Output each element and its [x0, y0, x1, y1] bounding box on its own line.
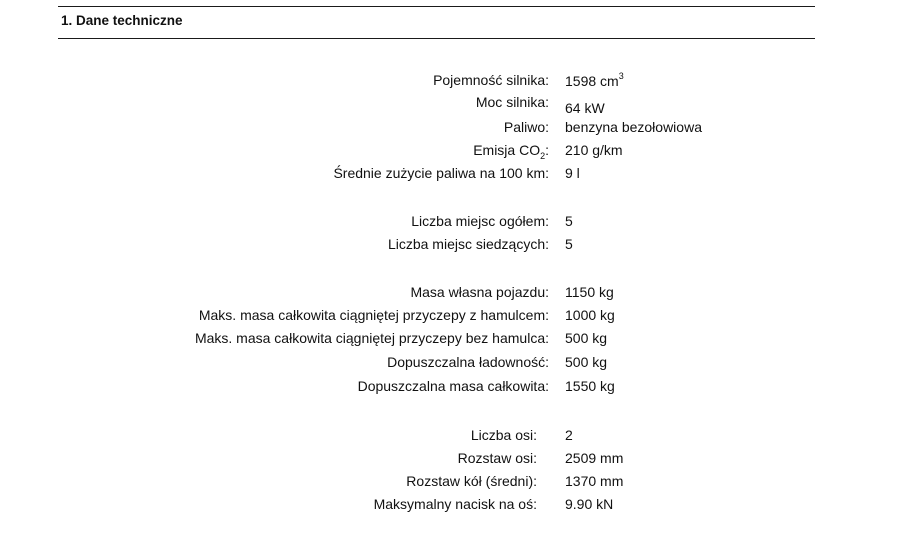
header-bottom-rule	[58, 38, 815, 39]
spec-label: Średnie zużycie paliwa na 100 km:	[333, 165, 549, 181]
spec-label: Dopuszczalna masa całkowita:	[357, 378, 549, 394]
spec-row-trailer-braked	[0, 304, 907, 326]
spec-row-max-axle-load	[0, 493, 907, 515]
spec-label: Liczba osi:	[470, 427, 537, 443]
spec-value: 1550 kg	[565, 378, 615, 394]
spec-row-trailer-unbraked	[0, 327, 907, 349]
spec-label: Maks. masa całkowita ciągniętej przyczepy z hamulcem:	[198, 307, 549, 323]
spec-label: Rozstaw osi:	[457, 450, 537, 466]
spec-value: 1598 $cm^3$	[565, 71, 624, 89]
spec-row-payload	[0, 351, 907, 373]
spec-value: 2	[565, 427, 573, 443]
spec-label: Masa własna pojazdu:	[410, 284, 549, 300]
spec-row-axles	[0, 424, 907, 446]
spec-row-engine-capacity	[0, 69, 907, 91]
section-title: 1. Dane techniczne	[61, 13, 183, 28]
spec-value: 5	[565, 213, 573, 229]
spec-row-fuel	[0, 116, 907, 138]
spec-value: 1000 kg	[565, 307, 615, 323]
spec-label: Liczba miejsc siedzących:	[387, 236, 549, 252]
spec-label: Maksymalny nacisk na oś:	[373, 496, 537, 512]
spec-label: Pojemność silnika:	[433, 72, 549, 88]
spec-value: 5	[565, 236, 573, 252]
spec-row-gross-weight	[0, 375, 907, 397]
spec-row-curb-weight	[0, 281, 907, 303]
spec-value: 210 g/km	[565, 142, 623, 158]
spec-value: 2509 mm	[565, 450, 624, 466]
spec-value: 500 kg	[565, 354, 608, 370]
spec-row-seats-total	[0, 210, 907, 232]
spec-row-engine-power	[0, 95, 907, 117]
spec-label: Paliwo:	[503, 119, 549, 135]
spec-value: 64 kW	[565, 100, 605, 116]
spec-row-track-width	[0, 470, 907, 492]
header-top-rule	[58, 6, 815, 7]
spec-label: Moc silnika:	[475, 94, 549, 110]
spec-value: 1370 mm	[565, 473, 624, 489]
spec-value: 9.90 kN	[565, 496, 614, 512]
spec-label: Rozstaw kół (średni):	[406, 473, 537, 489]
spec-value: 1150 kg	[565, 284, 614, 300]
spec-label: Liczba miejsc ogółem:	[411, 213, 549, 229]
spec-value: 9 l	[565, 165, 580, 181]
spec-value: 500 kg	[565, 330, 608, 346]
spec-row-wheelbase	[0, 447, 907, 469]
spec-label: Emisja $CO_2$:	[473, 142, 549, 161]
spec-row-avg-consumption	[0, 162, 907, 184]
spec-row-seats-sitting	[0, 233, 907, 255]
spec-value: benzyna bezołowiowa	[565, 119, 702, 135]
spec-row-co2-emission	[0, 139, 907, 161]
spec-label: Maks. masa całkowita ciągniętej przyczepy bez hamulca:	[194, 330, 549, 346]
spec-label: Dopuszczalna ładowność:	[387, 354, 549, 370]
